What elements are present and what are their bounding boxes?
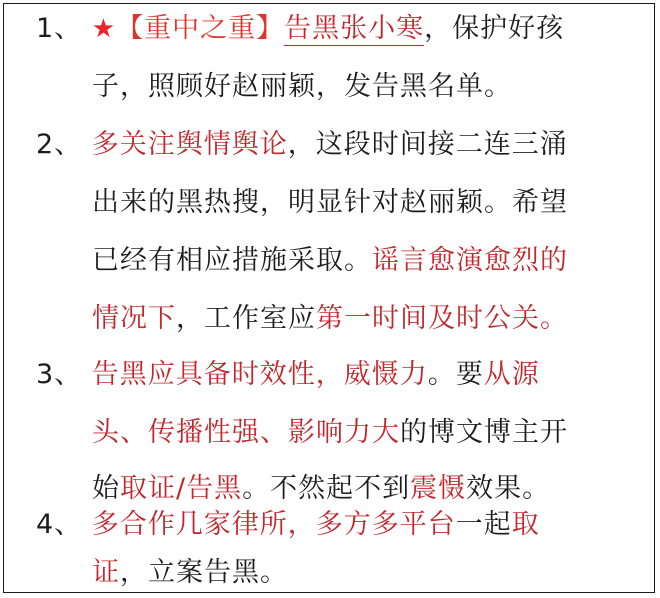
item-4-highlight-3: 证 bbox=[92, 557, 120, 588]
item-3-highlight-5: 震慑 bbox=[410, 473, 467, 504]
item-1-text: ，保护好孩 bbox=[424, 13, 565, 44]
item-1-number: 1、 bbox=[36, 13, 83, 44]
item-3-line-2 bbox=[92, 416, 568, 450]
item-3-highlight-3: 头、传播性强、影响力大 bbox=[92, 417, 400, 448]
item-3-number: 3、 bbox=[36, 359, 83, 390]
item-3-text: 。要 bbox=[427, 359, 484, 390]
item-1-headline: 告黑张小寒 bbox=[284, 13, 425, 44]
item-3-highlight: 告黑应具备时效性，威慑力 bbox=[91, 359, 428, 390]
item-2-highlight-3: 情况下 bbox=[92, 303, 176, 334]
item-2-highlight-2: 谣言愈演愈烈的 bbox=[372, 245, 568, 276]
item-3-line-3 bbox=[92, 472, 550, 506]
item-4-line-1 bbox=[36, 508, 540, 542]
item-1-tag: 【重中之重】 bbox=[116, 13, 285, 44]
item-2-line-1 bbox=[36, 128, 568, 162]
item-2-line-2 bbox=[92, 186, 568, 220]
item-3-highlight-2: 从源 bbox=[483, 359, 540, 390]
item-3-line-1 bbox=[36, 358, 540, 392]
item-2-text-2: 出来的黑热搜，明显针对赵丽颖。希望 bbox=[92, 187, 568, 218]
item-2-line-4 bbox=[92, 302, 568, 336]
item-2-highlight-4: 第一时间及时公关。 bbox=[316, 303, 568, 334]
item-3-highlight-4: 取证/告黑 bbox=[120, 473, 243, 504]
item-4-highlight: 多合作几家律所，多方多平台 bbox=[91, 509, 456, 540]
item-1-line-1 bbox=[36, 12, 564, 46]
item-3-text-5: 效果。 bbox=[466, 473, 551, 504]
item-4-text-2: ，立案告黑。 bbox=[120, 557, 288, 588]
item-2-text: ，这段时间接二连三涌 bbox=[287, 129, 568, 160]
item-4-number: 4、 bbox=[36, 509, 83, 540]
item-2-highlight: 多关注舆情舆论 bbox=[91, 129, 288, 160]
item-4-highlight-2: 取 bbox=[511, 509, 540, 540]
item-4-line-2 bbox=[92, 556, 288, 590]
star-icon: ★ bbox=[91, 14, 117, 44]
item-2-text-3: 已经有相应措施采取。 bbox=[92, 245, 372, 276]
item-3-text-3: 始 bbox=[92, 473, 120, 504]
item-3-text-4: 。不然起不到 bbox=[242, 473, 411, 504]
item-2-text-4: ，工作室应 bbox=[176, 303, 316, 334]
item-3-text-2: 的博文博主开 bbox=[400, 417, 568, 448]
item-1-line-2 bbox=[92, 70, 512, 104]
item-2-line-3 bbox=[92, 244, 568, 278]
item-1-text-2: 子，照顾好赵丽颖，发告黑名单。 bbox=[92, 71, 512, 102]
item-2-number: 2、 bbox=[36, 129, 83, 160]
item-4-text: 一起 bbox=[455, 509, 512, 540]
